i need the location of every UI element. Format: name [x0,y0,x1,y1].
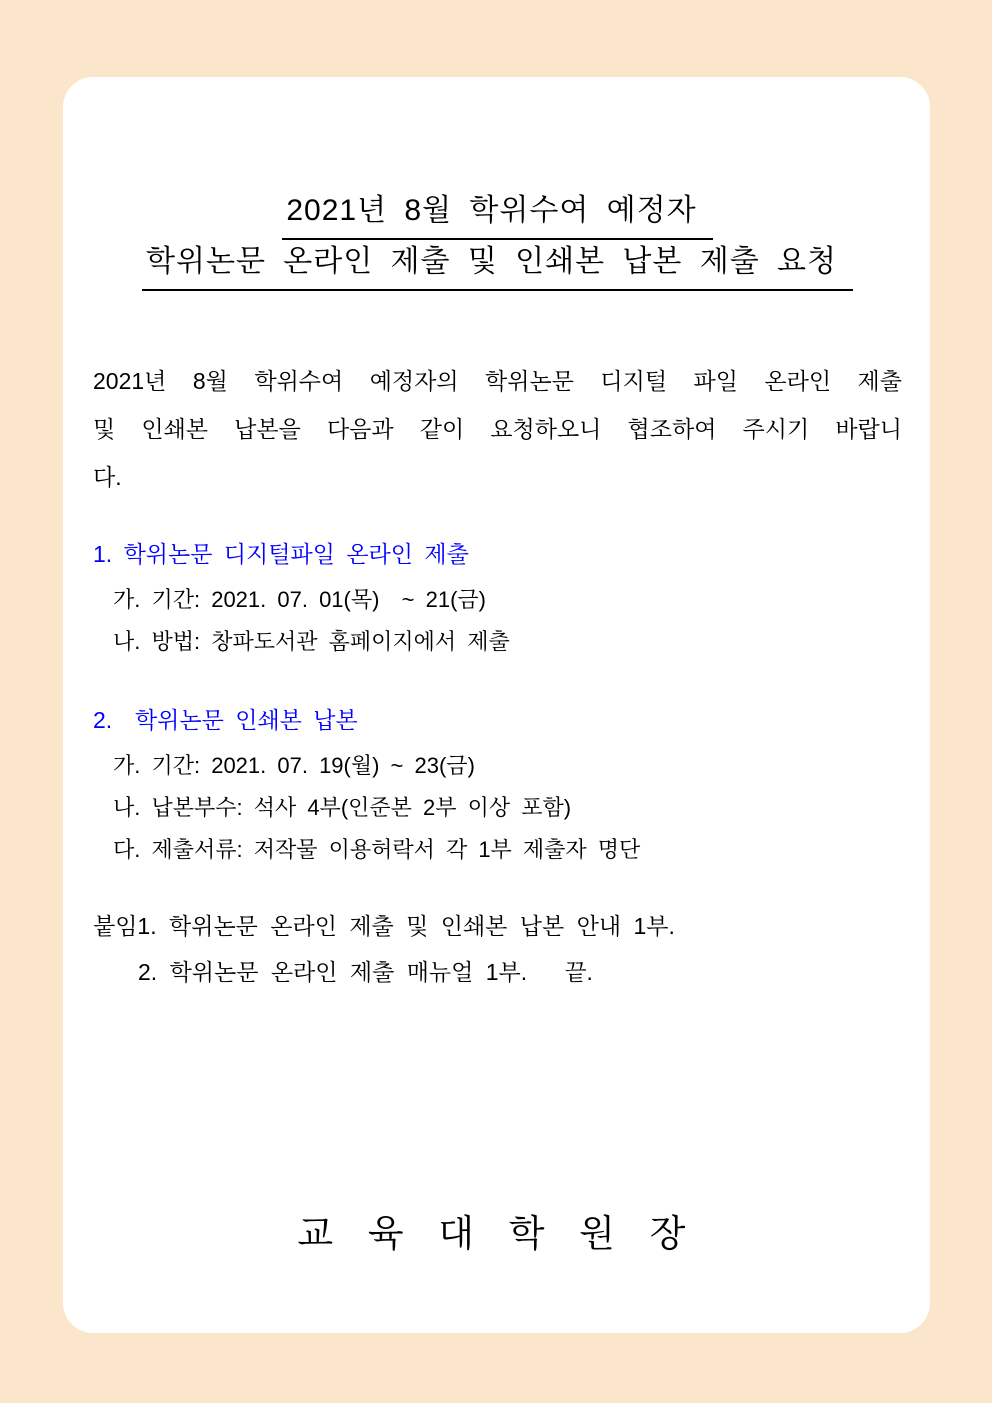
section-digital-online-submission [93,533,902,663]
intro-line-3: 다. [93,464,122,490]
title-line-2: 학위논문 온라인 제출 및 인쇄본 납본 제출 요청 [142,240,853,291]
section-print-deposit [93,699,902,871]
section-2-item-copies: 나. 납본부수: 석사 4부(인준본 2부 이상 포함) [113,795,572,820]
intro-line-1: 2021년 8월 학위수여 예정자의 학위논문 디지털 파일 온라인 제출 [93,368,902,394]
title-line-1: 2021년 8월 학위수여 예정자 [282,189,712,240]
title-line-2-row [93,240,902,291]
section-2-items [93,745,902,871]
section-1-item-period: 가. 기간: 2021. 07. 01(목) ~ 21(금) [113,587,487,612]
section-2-heading: 2. 학위논문 인쇄본 납본 [93,707,358,733]
section-2-item-documents: 다. 제출서류: 저작물 이용허락서 각 1부 제출자 명단 [113,837,641,862]
document-card [63,77,930,1333]
attachment-line-2: 2. 학위논문 온라인 제출 매뉴얼 1부. 끝. [138,959,593,985]
section-1-items [93,579,902,663]
attachment-line-1: 붙임1. 학위논문 온라인 제출 및 인쇄본 납본 안내 1부. [93,913,675,939]
section-1-item-method: 나. 방법: 창파도서관 홈페이지에서 제출 [113,629,510,654]
document-title [93,189,902,291]
attachments-block [93,903,902,995]
section-1-heading: 1. 학위논문 디지털파일 온라인 제출 [93,541,469,567]
title-line-1-row [93,189,902,240]
intro-paragraph [93,357,902,501]
signer-title: 교 육 대 학 원 장 [297,1213,698,1254]
intro-line-2: 및 인쇄본 납본을 다음과 같이 요청하오니 협조하여 주시기 바랍니 [93,416,902,442]
section-2-item-period: 가. 기간: 2021. 07. 19(월) ~ 23(금) [113,753,475,778]
